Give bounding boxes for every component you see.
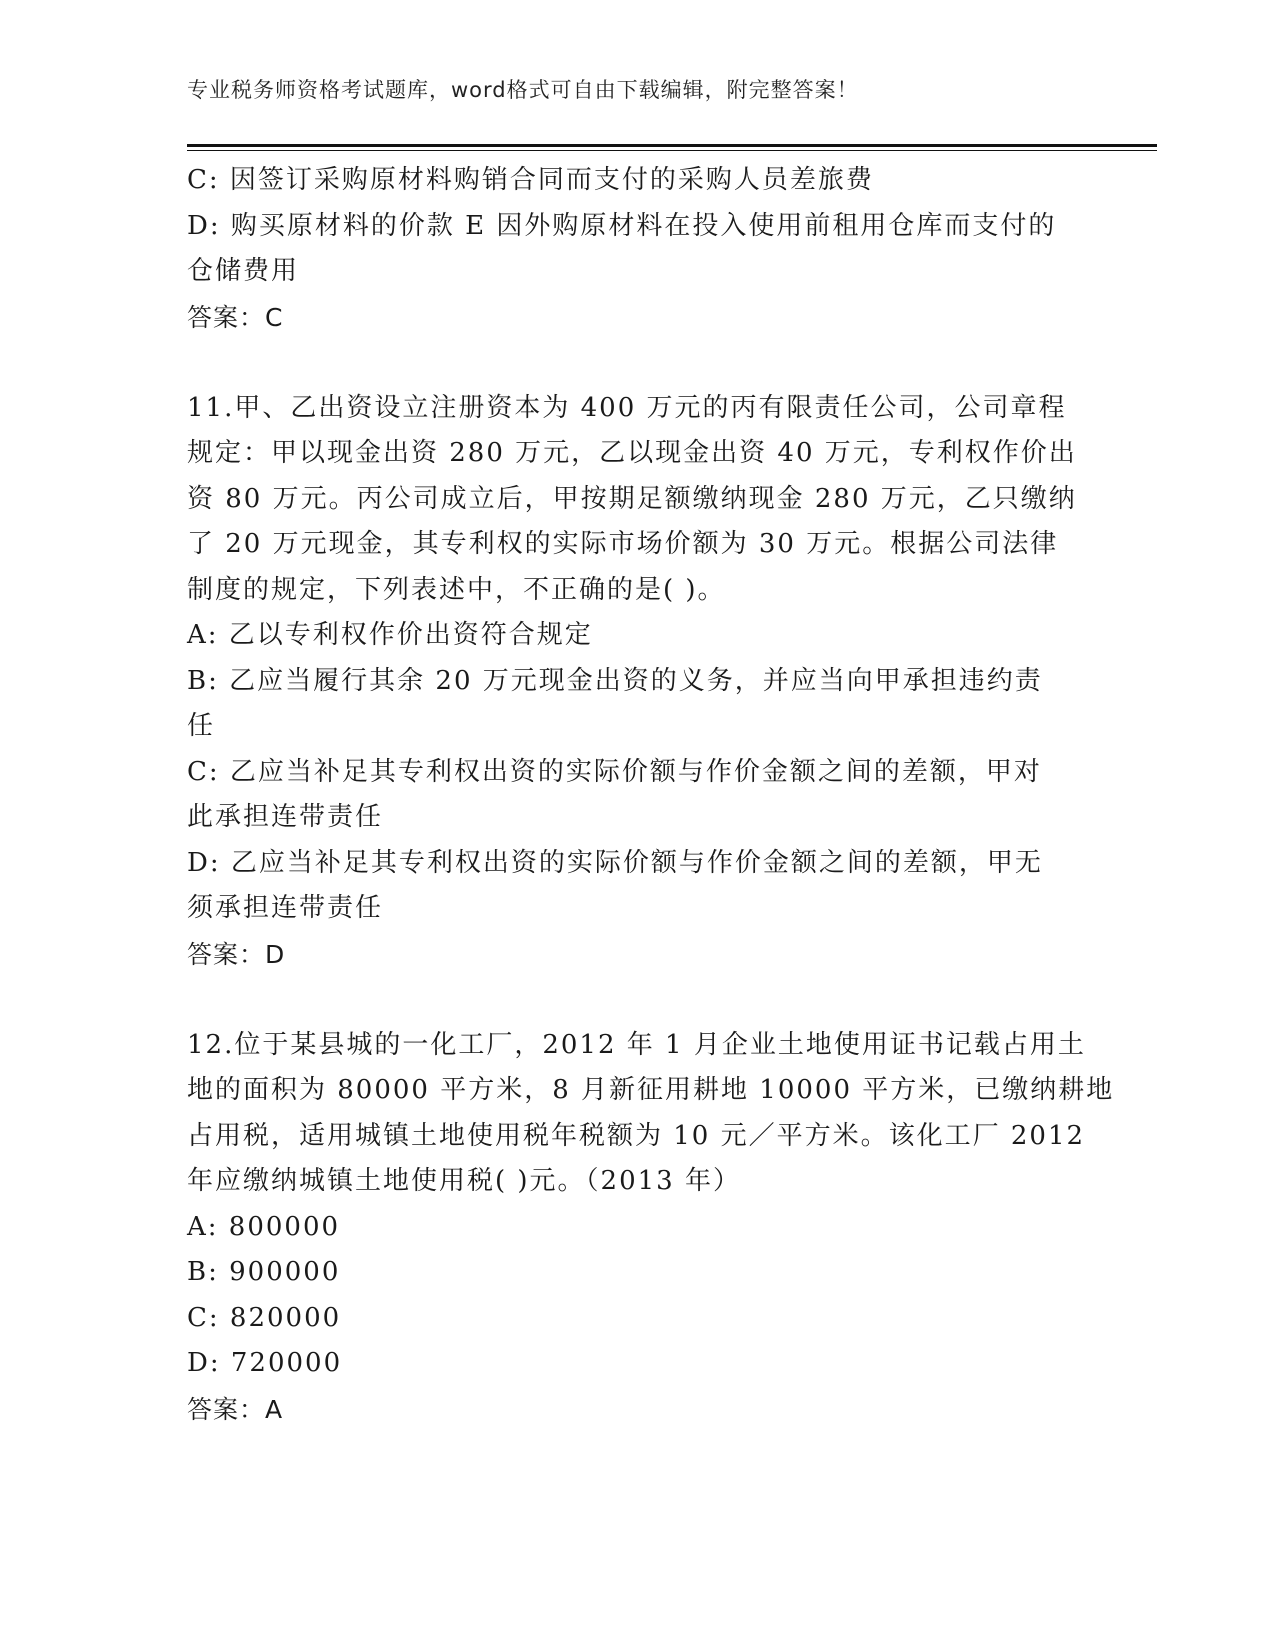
- question-stem: 占用税，适用城镇土地使用税年税额为 10 元／平方米。该化工厂 2012: [187, 1120, 1086, 1151]
- option-c: C: 乙应当补足其专利权出资的实际价额与作价金额之间的差额，甲对: [187, 756, 1042, 787]
- option-d: D: 乙应当补足其专利权出资的实际价额与作价金额之间的差额，甲无: [187, 847, 1043, 878]
- spacer: [187, 340, 1087, 386]
- option-c: C: 820000: [187, 1302, 342, 1333]
- question-stem: 资 80 万元。丙公司成立后，甲按期足额缴纳现金 280 万元，乙只缴纳: [187, 483, 1077, 514]
- spacer: [187, 977, 1087, 1023]
- header-rule-thin: [187, 150, 1157, 151]
- option-b: B: 乙应当履行其余 20 万元现金出资的义务，并应当向甲承担违约责: [187, 665, 1043, 696]
- question-12: [187, 1023, 1115, 1433]
- answer: 答案：A: [187, 1394, 284, 1424]
- answer: 答案：D: [187, 939, 286, 969]
- option-a: A: 800000: [187, 1211, 341, 1242]
- question-stem: 制度的规定，下列表述中，不正确的是( )。: [187, 574, 726, 605]
- header-rule-thick: [187, 144, 1157, 147]
- prev-question: [187, 158, 1087, 340]
- answer: 答案：C: [187, 302, 284, 332]
- document-body: [187, 158, 1115, 1432]
- question-stem: 了 20 万元现金，其专利权的实际市场价额为 30 万元。根据公司法律: [187, 529, 1059, 559]
- option-d: D: 购买原材料的价款 E 因外购原材料在投入使用前租用仓库而支付的: [187, 210, 1057, 241]
- question-stem: 12.位于某县城的一化工厂，2012 年 1 月企业土地使用证书记载占用土: [187, 1029, 1086, 1060]
- question-stem: 年应缴纳城镇土地使用税( )元。（2013 年）: [187, 1166, 741, 1196]
- option-c-continued: 此承担连带责任: [187, 802, 384, 832]
- question-11: [187, 386, 1087, 978]
- question-stem: 规定：甲以现金出资 280 万元，乙以现金出资 40 万元，专利权作价出: [187, 438, 1077, 468]
- page-header: 专业税务师资格考试题库，word格式可自由下载编辑，附完整答案！: [187, 78, 859, 102]
- option-c: C: 因签订采购原材料购销合同而支付的采购人员差旅费: [187, 165, 874, 195]
- option-a: A: 乙以专利权作价出资符合规定: [187, 620, 593, 650]
- question-stem: 11.甲、乙出资设立注册资本为 400 万元的丙有限责任公司，公司章程: [187, 392, 1067, 423]
- question-stem: 地的面积为 80000 平方米，8 月新征用耕地 10000 平方米，已缴纳耕地: [187, 1075, 1115, 1105]
- option-d-continued: 仓储费用: [187, 256, 300, 286]
- option-b-continued: 任: [187, 711, 216, 741]
- option-d-continued: 须承担连带责任: [187, 893, 384, 923]
- option-b: B: 900000: [187, 1257, 341, 1287]
- option-d: D: 720000: [187, 1348, 343, 1378]
